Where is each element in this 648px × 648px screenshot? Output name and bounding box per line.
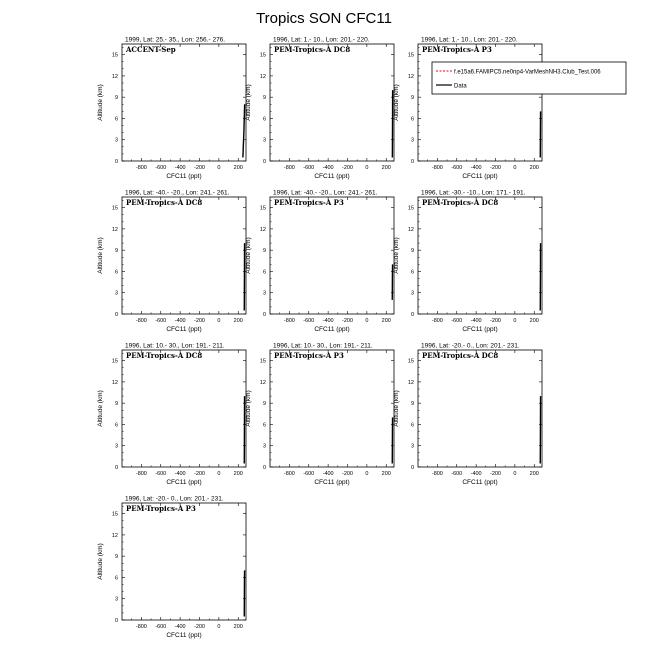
plot-frame [122,44,246,161]
y-tick-label: 0 [114,465,118,471]
y-tick-label: 9 [410,401,414,408]
x-tick-label: -400 [174,471,186,477]
x-axis-label: CFC11 (ppt) [462,479,498,486]
campaign-label: PEM-Tropics-A DC8 [274,45,351,54]
y-tick-label: 6 [114,269,118,276]
panel-header: 1996, Lat: -40.- -20., Lon: 241.- 261. [125,189,230,197]
y-tick-label: 6 [410,269,414,276]
x-tick-label: 200 [381,471,391,477]
y-tick-label: 0 [114,312,118,318]
panel-8 [245,343,394,487]
y-tick-label: 12 [259,379,266,386]
x-tick-label: -200 [193,165,206,171]
panel-9 [393,343,542,487]
y-tick-label: 3 [262,290,266,297]
y-tick-label: 3 [114,290,118,297]
y-tick-label: 0 [410,465,414,471]
campaign-label: ACCENT-Sep [126,45,176,54]
plot-frame [122,197,246,314]
y-axis-label: Altitude (km) [393,237,400,274]
x-axis-label: CFC11 (ppt) [462,173,498,180]
y-tick-label: 3 [262,137,266,144]
y-axis-label: Altitude (km) [97,390,104,427]
y-tick-label: 15 [111,358,118,365]
y-tick-label: 3 [114,137,118,144]
x-tick-label: -400 [322,318,334,324]
panel-3 [393,37,542,181]
y-tick-label: 6 [262,422,266,429]
x-axis-label: CFC11 (ppt) [166,479,202,486]
x-tick-label: -800 [135,471,147,477]
x-tick-label: -600 [155,165,167,171]
x-tick-label: -200 [341,471,354,477]
panel-6 [393,190,542,334]
x-tick-label: -400 [470,471,482,477]
y-tick-label: 6 [114,575,118,582]
x-tick-label: 200 [233,624,243,630]
panel-header: 1996, Lat: 10.- 30., Lon: 191.- 211. [273,342,373,350]
campaign-label: PEM-Tropics-A DC8 [126,351,203,360]
panel-header: 1996, Lat: -20.- 0., Lon: 201.- 231. [421,342,520,350]
x-tick-label: -400 [322,471,334,477]
y-tick-label: 12 [259,226,266,233]
y-tick-label: 9 [262,401,266,408]
y-tick-label: 3 [114,443,118,450]
x-tick-label: -800 [135,165,147,171]
x-tick-label: -400 [470,165,482,171]
panels [97,37,542,640]
x-tick-label: -800 [283,318,295,324]
plot-frame [122,503,246,620]
legend-label-model: f.e15a6.FAMIPC5.ne0np4-VarMeshNH3.Club_Test.006 [454,69,601,76]
x-tick-label: -800 [431,165,443,171]
y-axis-label: Altitude (km) [245,237,252,274]
panel-header: 1996, Lat: 10.- 30., Lon: 191.- 211. [125,342,225,350]
x-tick-label: 0 [365,165,369,171]
x-axis-label: CFC11 (ppt) [166,326,202,333]
plot-frame [122,350,246,467]
y-tick-label: 15 [259,52,266,59]
plot-frame [270,350,394,467]
panel-2 [245,37,394,181]
y-tick-label: 0 [262,159,266,165]
x-tick-label: 0 [365,318,369,324]
x-tick-label: 0 [217,624,221,630]
x-tick-label: 0 [217,471,221,477]
campaign-label: PEM-Tropics-A P3 [274,351,344,360]
campaign-label: PEM-Tropics-A DC8 [126,198,203,207]
y-tick-label: 15 [111,205,118,212]
x-axis-label: CFC11 (ppt) [314,173,350,180]
campaign-label: PEM-Tropics-A DC8 [422,351,499,360]
y-tick-label: 3 [114,596,118,603]
panel-header: 1996, Lat: -20.- 0., Lon: 201.- 231. [125,495,224,503]
x-tick-label: 200 [529,318,539,324]
y-tick-label: 12 [407,379,414,386]
x-tick-label: 0 [217,318,221,324]
x-tick-label: 0 [513,318,517,324]
y-tick-label: 12 [111,532,118,539]
x-tick-label: -400 [322,165,334,171]
y-tick-label: 6 [262,116,266,123]
campaign-label: PEM-Tropics-A P3 [126,504,196,513]
x-tick-label: -600 [155,624,167,630]
x-tick-label: -600 [303,165,315,171]
y-tick-label: 0 [410,159,414,165]
y-tick-label: 0 [262,465,266,471]
x-tick-label: -200 [489,471,502,477]
x-tick-label: -600 [155,471,167,477]
x-tick-label: 0 [513,471,517,477]
y-tick-label: 9 [410,248,414,255]
panel-header: 1996, Lat: 1.- 10., Lon: 201.- 220. [421,36,518,44]
y-tick-label: 12 [407,73,414,80]
x-tick-label: 0 [217,165,221,171]
y-tick-label: 15 [259,358,266,365]
y-tick-label: 0 [114,159,118,165]
y-axis-label: Altitude (km) [393,390,400,427]
y-tick-label: 6 [114,422,118,429]
x-tick-label: -800 [135,318,147,324]
y-tick-label: 6 [262,269,266,276]
campaign-label: PEM-Tropics-A P3 [422,45,492,54]
y-tick-label: 3 [262,443,266,450]
x-tick-label: -600 [451,318,463,324]
y-tick-label: 15 [407,52,414,59]
x-tick-label: 0 [365,471,369,477]
panel-header: 1996, Lat: 1.- 10., Lon: 201.- 220. [273,36,370,44]
x-tick-label: -800 [431,318,443,324]
y-tick-label: 12 [111,379,118,386]
y-tick-label: 15 [111,511,118,518]
x-tick-label: -800 [283,165,295,171]
legend [432,62,626,94]
campaign-label: PEM-Tropics-A P3 [274,198,344,207]
x-tick-label: -400 [174,318,186,324]
y-tick-label: 15 [259,205,266,212]
panel-header: 1999, Lat: 25.- 35., Lon: 256.- 276. [125,36,226,44]
x-tick-label: 200 [233,318,243,324]
x-tick-label: -400 [470,318,482,324]
y-tick-label: 9 [410,95,414,102]
panel-5 [245,190,394,334]
x-tick-label: -600 [303,471,315,477]
x-tick-label: -600 [155,318,167,324]
panel-10 [97,496,246,640]
x-tick-label: -200 [341,165,354,171]
y-tick-label: 9 [114,401,118,408]
y-axis-label: Altitude (km) [97,84,104,121]
plot-frame [418,350,542,467]
x-tick-label: 200 [233,471,243,477]
x-tick-label: 200 [381,318,391,324]
y-tick-label: 15 [111,52,118,59]
x-tick-label: -800 [431,471,443,477]
plot-frame [418,44,542,161]
y-axis-label: Altitude (km) [245,390,252,427]
x-tick-label: -800 [135,624,147,630]
x-tick-label: -200 [341,318,354,324]
x-tick-label: -600 [451,471,463,477]
plot-frame [418,197,542,314]
panel-1 [97,37,246,181]
y-tick-label: 6 [410,116,414,123]
y-tick-label: 9 [114,554,118,561]
y-axis-label: Altitude (km) [393,84,400,121]
x-tick-label: -200 [193,624,206,630]
panel-header: 1996, Lat: -30.- -10., Lon: 171.- 191. [421,189,526,197]
y-axis-label: Altitude (km) [97,237,104,274]
x-tick-label: -400 [174,624,186,630]
x-tick-label: 0 [513,165,517,171]
x-tick-label: 200 [529,471,539,477]
y-tick-label: 9 [262,248,266,255]
y-tick-label: 3 [410,443,414,450]
x-axis-label: CFC11 (ppt) [314,479,350,486]
legend-label-data: Data [454,83,467,90]
y-tick-label: 12 [407,226,414,233]
x-axis-label: CFC11 (ppt) [166,173,202,180]
x-tick-label: 200 [381,165,391,171]
y-tick-label: 6 [114,116,118,123]
y-tick-label: 12 [111,73,118,80]
plot-frame [270,44,394,161]
y-tick-label: 15 [407,358,414,365]
x-tick-label: -200 [193,471,206,477]
x-axis-label: CFC11 (ppt) [462,326,498,333]
y-tick-label: 12 [111,226,118,233]
figure-title: Tropics SON CFC11 [256,10,392,27]
x-axis-label: CFC11 (ppt) [166,632,202,639]
x-tick-label: -600 [303,318,315,324]
campaign-label: PEM-Tropics-A DC8 [422,198,499,207]
x-tick-label: -200 [489,165,502,171]
x-tick-label: 200 [529,165,539,171]
y-axis-label: Altitude (km) [97,543,104,580]
y-tick-label: 0 [262,312,266,318]
y-tick-label: 9 [114,248,118,255]
y-tick-label: 6 [410,422,414,429]
y-tick-label: 12 [259,73,266,80]
plot-frame [270,197,394,314]
y-axis-label: Altitude (km) [245,84,252,121]
x-tick-label: -800 [283,471,295,477]
panel-7 [97,343,246,487]
x-tick-label: -200 [193,318,206,324]
x-tick-label: -200 [489,318,502,324]
y-tick-label: 3 [410,290,414,297]
x-axis-label: CFC11 (ppt) [314,326,350,333]
y-tick-label: 9 [262,95,266,102]
y-tick-label: 0 [114,618,118,624]
x-tick-label: 200 [233,165,243,171]
y-tick-label: 3 [410,137,414,144]
panel-4 [97,190,246,334]
y-tick-label: 9 [114,95,118,102]
y-tick-label: 15 [407,205,414,212]
y-tick-label: 0 [410,312,414,318]
panel-header: 1996, Lat: -40.- -20., Lon: 241.- 261. [273,189,378,197]
x-tick-label: -600 [451,165,463,171]
x-tick-label: -400 [174,165,186,171]
